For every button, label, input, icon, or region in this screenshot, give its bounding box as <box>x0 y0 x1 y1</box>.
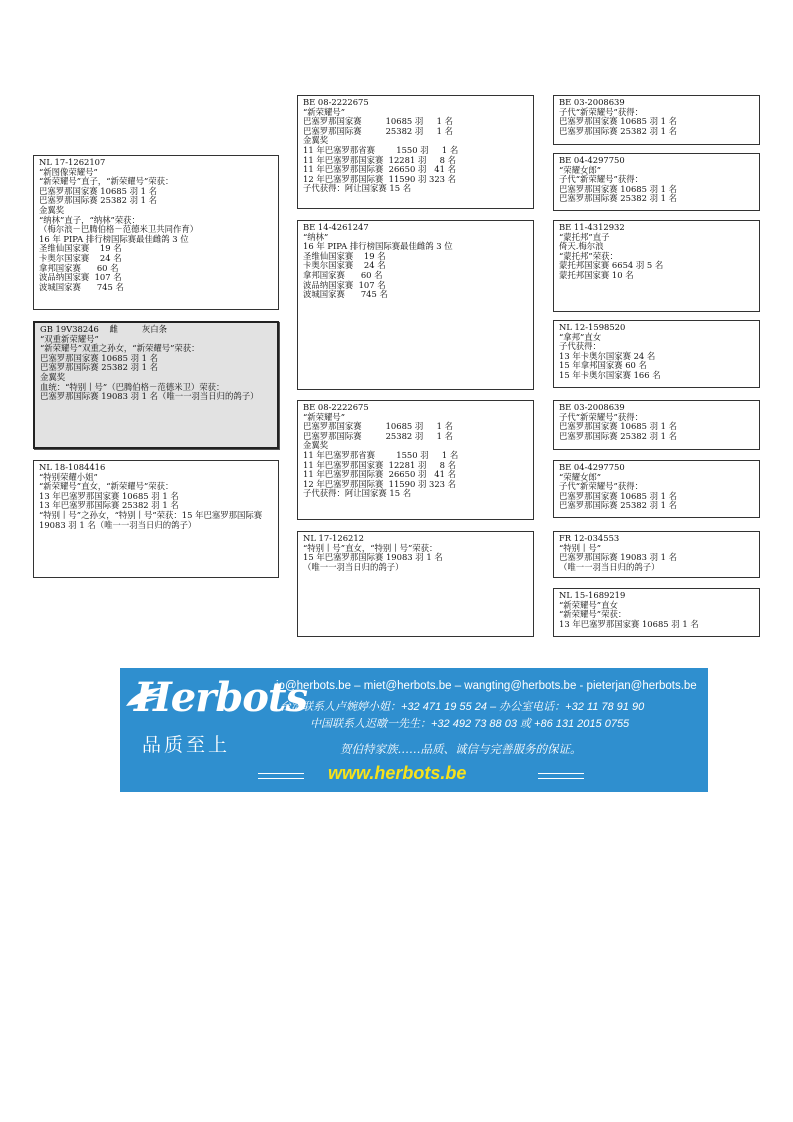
card-line: 16 年 PIPA 排行榜国际赛最佳雌鸽 3 位 <box>303 241 453 252</box>
card-line: 子代“新荣耀号”获得： <box>559 411 643 422</box>
card-line: 子代“新荣耀号”获得： <box>559 174 643 185</box>
card-line: “特别丨号”之孙女，“特别丨号”荣获：15 年巴塞罗那国际赛 19083 羽 1 名（唯一一羽当日归的鸽子） <box>39 509 265 530</box>
herbots-logo: Herbots <box>134 674 307 721</box>
card-line: “蒙托邦”直子 <box>559 231 610 242</box>
card-line: 11 年巴塞罗那省赛 1550 羽 1 名 <box>303 144 459 155</box>
card-line: 巴塞罗那国家赛 10685 羽 1 名 <box>303 421 453 432</box>
herbots-banner <box>120 668 708 792</box>
card-line: 蒙托邦国家赛 6654 羽 5 名 <box>559 260 664 271</box>
card-line: 巴塞罗那国家赛 10685 羽 1 名 <box>39 185 157 196</box>
card-line: FR 12-034553 <box>559 533 620 543</box>
card-line: 11 年巴塞罗那国家赛 12281 羽 8 名 <box>303 154 456 165</box>
divider-left <box>258 773 304 779</box>
card-line: 子代获得：阿让国家赛 15 名 <box>303 183 412 194</box>
card-line: 圣维仙国家赛 19 名 <box>39 243 122 254</box>
divider-right <box>538 773 584 779</box>
card-line: 子代获得：阿让国家赛 15 名 <box>303 488 412 499</box>
card-line: 金翼奖 <box>303 135 329 146</box>
card-line: 子代获得： <box>559 341 601 352</box>
card-line: （唯一一羽当日归的鸽子） <box>559 561 660 572</box>
card-line: “特别丨号”直女，“特别丨号”荣获： <box>303 542 438 553</box>
sss-card <box>553 95 760 145</box>
card-line: “新荣耀号” <box>303 106 346 117</box>
card-line: NL 18-1084416 <box>39 462 106 472</box>
card-line: BE 04-4297750 <box>559 155 625 165</box>
card-line: 圣维仙国家赛 19 名 <box>303 250 386 261</box>
card-line: 巴塞罗那国际赛 25382 羽 1 名 <box>559 193 677 204</box>
card-line: “新荣耀号”直女 <box>559 599 618 610</box>
card-line: 13 年巴塞罗那国际赛 25382 羽 1 名 <box>39 500 179 511</box>
card-line: “新荣耀号”直子，“新荣耀号”荣获： <box>39 176 174 187</box>
card-line: 波品纳国家赛 107 名 <box>39 272 122 283</box>
ddd-card <box>553 588 760 637</box>
card-line: 拿邦国家赛 60 名 <box>303 269 383 280</box>
sire-sire-card <box>297 95 534 209</box>
card-line: “纳林” <box>303 231 329 242</box>
card-line: 13 年巴塞罗那国家赛 10685 羽 1 名 <box>559 618 699 629</box>
card-line: 巴塞罗那国家赛 10685 羽 1 名 <box>303 116 453 127</box>
card-line: 金翼奖 <box>39 204 65 215</box>
card-line: BE 08-2222675 <box>303 97 369 107</box>
card-line: “拿邦”直女 <box>559 331 602 342</box>
contact-emails[interactable]: jo@herbots.be – miet@herbots.be – wangting@herbots.be - pieterjan@herbots.be <box>276 680 697 692</box>
card-line: 15 年巴塞罗那国际赛 19083 羽 1 名 <box>303 552 443 563</box>
dsd-card <box>553 460 760 518</box>
card-line: 12 年巴塞罗那国际赛 11590 羽 323 名 <box>303 173 457 184</box>
card-line: 卡奥尔国家赛 24 名 <box>303 260 386 271</box>
card-line: BE 03-2008639 <box>559 402 625 412</box>
card-line: 拿邦国家赛 60 名 <box>39 262 119 273</box>
website-link[interactable]: www.herbots.be <box>328 763 467 783</box>
card-line: “新荣耀号”双重之孙女，“新荣耀号”荣获： <box>40 343 200 354</box>
card-line: 巴塞罗那国际赛 25382 羽 1 名 <box>39 195 157 206</box>
card-line: 11 年巴塞罗那国际赛 26650 羽 41 名 <box>303 164 457 175</box>
card-line: 巴塞罗那国家赛 10685 羽 1 名 <box>559 116 677 127</box>
card-line: GB 19V38246 雌 灰白条 <box>40 324 167 334</box>
card-line: 血统：“特别丨号”（巴腾伯格－范德米卫）荣获： <box>40 381 225 392</box>
card-line: “纳林”直子，“纳林”荣获： <box>39 214 140 225</box>
card-line: NL 12-1598520 <box>559 322 626 332</box>
card-line: 巴塞罗那国际赛 19083 羽 1 名 <box>559 552 677 563</box>
card-line: 波城国家赛 745 名 <box>303 289 388 300</box>
card-line: “新荣耀号” <box>303 411 346 422</box>
card-line: NL 17-126212 <box>303 533 365 543</box>
card-line: 巴塞罗那国际赛 25382 羽 1 名 <box>303 125 453 136</box>
ssd-card <box>553 153 760 211</box>
contact-china: 中国联系人迟暾一先生：+32 492 73 88 03 或 +86 131 2015 0755 <box>310 718 630 730</box>
sire-dam-card <box>297 220 534 390</box>
card-line: BE 14-4261247 <box>303 222 369 232</box>
dam-dam-card <box>297 531 534 637</box>
card-line: 巴塞罗那国际赛 25382 羽 1 名 <box>40 362 158 373</box>
card-line: BE 03-2008639 <box>559 97 625 107</box>
card-line: “荣耀女郎” <box>559 164 602 175</box>
card-line: 12 年巴塞罗那国际赛 11590 羽 323 名 <box>303 478 457 489</box>
main-bird-card <box>33 321 279 449</box>
card-line: “新图像荣耀号” <box>39 166 98 177</box>
card-line: 蒙托邦国家赛 10 名 <box>559 269 634 280</box>
card-line: 巴塞罗那国际赛 25382 羽 1 名 <box>559 125 677 136</box>
card-line: 波城国家赛 745 名 <box>39 281 124 292</box>
card-line: 巴塞罗那国家赛 10685 羽 1 名 <box>559 183 677 194</box>
sds-card <box>553 220 760 312</box>
card-line: 金翼奖 <box>303 440 329 451</box>
card-line: 11 年巴塞罗那省赛 1550 羽 1 名 <box>303 449 459 460</box>
card-line: 巴塞罗那国家赛 10685 羽 1 名 <box>559 490 677 501</box>
dam-card <box>33 460 279 578</box>
card-line: BE 11-4312932 <box>559 222 625 232</box>
card-line: “特别丨号” <box>559 542 602 553</box>
card-line: “新荣耀号”荣获： <box>559 609 627 620</box>
card-line: 倚天.梅尔浪 <box>559 241 604 252</box>
card-line: 巴塞罗那国际赛 25382 羽 1 名 <box>303 430 453 441</box>
sire-card <box>33 155 279 310</box>
sdd-card <box>553 320 760 388</box>
card-line: “荣耀女郎” <box>559 471 602 482</box>
card-line: 15 年拿邦国家赛 60 名 <box>559 360 647 371</box>
card-line: 巴塞罗那国际赛 25382 羽 1 名 <box>559 500 677 511</box>
card-line: 巴塞罗那国家赛 10685 羽 1 名 <box>40 352 158 363</box>
card-line: 16 年 PIPA 排行榜国际赛最佳雌鸽 3 位 <box>39 233 189 244</box>
contact-taiwan: 台湾联系人卢婉婷小姐：+32 471 19 55 24 – 办公室电话：+32 11 78 91 90 <box>280 701 645 713</box>
card-line: “特别荣耀小姐” <box>39 471 98 482</box>
card-line: 金翼奖 <box>40 371 66 382</box>
card-line: 11 年巴塞罗那国际赛 26650 羽 41 名 <box>303 469 457 480</box>
card-line: 子代“新荣耀号”获得： <box>559 481 643 492</box>
card-line: （唯一一羽当日归的鸽子） <box>303 561 404 572</box>
card-line: “新荣耀号”直女，“新荣耀号”荣获： <box>39 481 174 492</box>
dds-card <box>553 531 760 578</box>
card-line: NL 17-1262107 <box>39 157 106 167</box>
card-line: 13 年巴塞罗那国家赛 10685 羽 1 名 <box>39 490 179 501</box>
card-line: 13 年卡奥尔国家赛 24 名 <box>559 350 656 361</box>
card-line: “双重新荣耀号” <box>40 333 99 344</box>
tagline: 贺伯特家族……品质、诚信与完善服务的保证。 <box>340 742 582 756</box>
card-line: 子代“新荣耀号”获得： <box>559 106 643 117</box>
card-line: 15 年卡奥尔国家赛 166 名 <box>559 369 661 380</box>
card-line: 卡奥尔国家赛 24 名 <box>39 252 122 263</box>
card-line: 波品纳国家赛 107 名 <box>303 279 386 290</box>
card-line: 11 年巴塞罗那国家赛 12281 羽 8 名 <box>303 459 456 470</box>
card-line: NL 15-1689219 <box>559 590 626 600</box>
card-line: （梅尔浪－巴腾伯格－范德米卫共同作育） <box>39 224 199 235</box>
card-line: 巴塞罗那国际赛 25382 羽 1 名 <box>559 430 677 441</box>
card-line: 巴塞罗那国际赛 19083 羽 1 名（唯一一羽当日归的鸽子） <box>40 391 259 402</box>
card-line: BE 08-2222675 <box>303 402 369 412</box>
dss-card <box>553 400 760 450</box>
card-line: 巴塞罗那国家赛 10685 羽 1 名 <box>559 421 677 432</box>
card-line: “蒙托邦”荣获： <box>559 250 618 261</box>
card-line: BE 04-4297750 <box>559 462 625 472</box>
dam-sire-card <box>297 400 534 520</box>
slogan: 品质至上 <box>142 734 231 756</box>
